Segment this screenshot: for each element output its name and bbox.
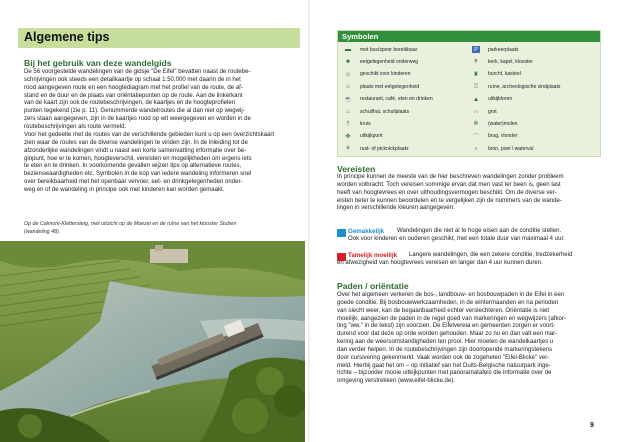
text-line: zien waar de routes van de diverse wandelingen te vinden zijn. In de inleiding tot de [24, 139, 248, 146]
text-line: door cursivering gekenmerkt. Vaak worden ook de zogeheten "Eifel-Blicke" ver- [337, 354, 550, 361]
section-heading-paden: Paden / oriëntatie [337, 281, 409, 291]
symbol-label: restaurant, café, eten en drinken [360, 96, 433, 103]
text-line: over bereikbaarheid met het openbaar vervoer, eet- en drinkgelegenheden onder- [24, 179, 243, 186]
symbol-label: schuilhut, schuilplaats [360, 108, 410, 115]
tower-icon: ▲ [472, 95, 480, 103]
easy-color-swatch [337, 229, 346, 237]
difficulty-medium-text-1: Langere wandelingen, die een zekere conditie, tredzekerheid [409, 252, 573, 258]
text-line: eisten beter te kunnen beoordelen en te vergelijken zijn de nummers van de wande- [337, 197, 562, 204]
mill-icon: ✲ [473, 120, 479, 128]
castle-icon: ♜ [473, 70, 479, 78]
church-icon: ✝ [473, 58, 479, 66]
text-line: durend voor dat deze op orde worden gehouden. Maar zo nu en dan valt een mar- [337, 331, 558, 338]
text-line: routebeschrijvingen als route vermeld. [24, 123, 127, 130]
bus-icon: ▬ [344, 46, 352, 53]
symbol-label: brug, vlonder [488, 133, 518, 140]
symbol-legend-item [472, 144, 533, 153]
text-line: Voor het gedeelte met de routes van de verschillende gebieden kunt u op een overzichtskaart [24, 132, 275, 138]
text-line: richte – bijzonder mooie uitkijkpunten met panoramatafels die informatie over de [337, 370, 552, 377]
text-line: afzonderlijke wandelingen vindt u naast een korte samenvatting informatie over be- [24, 147, 247, 154]
section-heading-vereisten: Vereisten [337, 164, 376, 174]
symbol-legend-item [344, 107, 409, 116]
text-line: schrijvingen ook steeds een detailkaartje op schaal 1:50.000 met daarin de in het [24, 76, 241, 83]
symbol-legend-item [344, 45, 417, 54]
difficulty-easy-text-2: Ook voor kinderen en ouderen geschikt, met een totale duur van maximaal 4 uur. [348, 236, 565, 242]
paragraph-vereisten [337, 174, 601, 213]
text-line: te eten en te drinken. In voorkomende gevallen wijzen tips op alternatieve routes, [24, 163, 242, 170]
restaurant-icon: ♣ [345, 58, 351, 66]
symbol-label: rust- of picknickplaats [360, 145, 409, 152]
symbol-label: uitkijktoren [488, 96, 513, 103]
symbol-legend-item [344, 132, 382, 141]
symbol-legend-item [472, 132, 517, 141]
difficulty-medium-text-2: en afwezigheid van hoogtevrees vereisen en langer dan 4 uur kunnen duren. [337, 260, 543, 266]
symbol-label: ruïne, archeologische vindplaats [488, 83, 561, 90]
text-line: moeilijk, aangezien de paden in de regel goed van markeringen en wegwijzers (afkor- [337, 315, 566, 322]
bridge-icon: ⌒ [472, 133, 480, 141]
text-line: kering aan de weersomstandigheden ten prooi. Hier moeten de wandelkaartjes u [337, 339, 554, 346]
text-line: stand en de duur en de plaats van oriëntatiepunten op de route. Aan de linkerkant [24, 92, 243, 99]
text-line: van slecht weer, kan de begaanbaarheid echter verslechteren. Oriëntatie is niet [337, 307, 550, 314]
symbols-legend [337, 30, 601, 157]
text-line: In principe kunnen de meeste van de hier beschreven wandelingen zonder probleem [337, 174, 564, 180]
text-line: Over het algemeen verkeren de bos-, landbouw- en bosbouwpaden in de Eifel in een [337, 292, 565, 298]
cafe-icon: ☕ [344, 96, 352, 104]
text-line: heeft van hoogtevrees en over uithoudingsvermogen beschikt. Om de diverse ver- [337, 189, 557, 196]
page-number: 9 [590, 422, 594, 429]
text-line: lingen in verschillende kleuren aangegeven: [337, 205, 455, 212]
symbol-label: grot [488, 108, 497, 115]
symbol-label: kruis [360, 120, 371, 127]
difficulty-easy-label: Gemakkelijk [348, 228, 385, 235]
difficulty-medium-label: Tamelijk moeilijk [348, 252, 398, 259]
text-line: punten tegekend (zie p. 11). Genummerde wandelroutes die al dan niet op wegwij- [24, 108, 245, 115]
symbol-label: burcht, kasteel [488, 71, 521, 78]
child-icon: ☺ [344, 70, 352, 78]
text-line: weg en of de wandeling in principe ook met kinderen kan worden gemaakt. [24, 186, 225, 193]
symbol-legend-item [472, 70, 521, 79]
photo-caption [24, 221, 296, 236]
symbol-label: uitkijkpunt [360, 133, 383, 140]
symbol-label: met bus/spoor bereikbaar [360, 46, 418, 53]
symbol-label: bron, poel / waterval [488, 145, 534, 152]
symbol-legend-item [472, 107, 497, 116]
text-line: omgeving verstrekken (www.eifel-blicke.de). [337, 378, 455, 385]
text-line: ginpunt, hoe er te komen, hoogteverschil, vereisten en mogelijkheden om ergens iets [24, 155, 252, 162]
section-heading-usage: Bij het gebruik van deze wandelgids [24, 58, 172, 68]
shelter-icon: ⌂ [346, 108, 350, 115]
symbol-legend-item [344, 144, 409, 153]
paragraph-usage [24, 69, 300, 132]
spring-icon: ♁ [473, 145, 479, 153]
moselle-valley-photo [0, 241, 305, 442]
cross-icon: † [346, 120, 350, 128]
symbol-legend-item [344, 70, 411, 79]
text-line: ting "ww." in de tekst) zijn voorzien. De Eifelvereia en gemeenten zorgen er voort- [337, 323, 556, 330]
parking-icon: P [472, 46, 480, 53]
text-line: zers staan aangegeven, zijn in de kaartjes rood op wit weergegeven en worden in de [24, 116, 251, 123]
caption-line: (wandeling 48). [24, 228, 61, 235]
symbol-label: geschikt voor kinderen [360, 71, 411, 78]
text-line: dan verder helpen. In de routebeschrijvingen zijn doorlopende markeringstekens [337, 346, 553, 353]
text-line: worden volbracht. Toch vereisen sommige ervan dat men vast ter been is, geen last [337, 181, 561, 188]
viewpoint-icon: ✥ [345, 132, 351, 140]
text-line: meld. Hierbij gaat het om – op initiatief van het Duits-Belgische natuurpark inge- [337, 362, 551, 369]
page-title: Algemene tips [24, 30, 110, 44]
symbol-label: plaats met eetgelegenheid [360, 83, 420, 90]
symbol-label: kerk, kapel, klooster [488, 58, 533, 65]
symbol-legend-item [344, 57, 418, 66]
difficulty-easy-text-1: Wandelingen die niet al te hoge eisen aan de conditie stellen. [397, 228, 562, 234]
symbol-legend-item [472, 95, 512, 104]
text-line: De 56 voorgestelde wandelingen van de gidsje "De Eifel" bevatten naast de routebe- [24, 69, 251, 75]
symbol-legend-item [472, 119, 517, 128]
paragraph-paden [337, 292, 601, 386]
symbol-label: eetgelegenheid onderweg [360, 58, 419, 65]
symbol-legend-item [344, 119, 371, 128]
symbol-legend-item [344, 95, 433, 104]
symbol-label: parkeerplaats [488, 46, 519, 53]
eatery-start-icon: ♨ [345, 83, 351, 91]
symbols-title: Symbolen [342, 32, 379, 41]
symbol-label: (water)molen [488, 120, 518, 127]
text-line: goede conditie. Bij bosbouwwerkzaamheden, in de wintermaanden en na perioden [337, 299, 559, 306]
text-line: van de kaart zijn ook de routebeschrijvingen, de kaartjes en de hoogteprofielen [24, 100, 236, 107]
text-line: rood aangegeven route en een hoogtediagram met het profiel van de route, de af- [24, 84, 243, 91]
symbol-legend-item [344, 82, 419, 91]
paragraph-routes [24, 132, 300, 195]
ruin-icon: ♖ [473, 83, 479, 91]
symbol-legend-item [472, 82, 560, 91]
picnic-icon: ⚘ [345, 145, 351, 153]
symbols-header [338, 31, 600, 42]
text-line: bezienswaardigheden etc. Symbolen in de kop van iedere wandeling informeren snel [24, 171, 252, 178]
symbol-legend-item [472, 45, 519, 54]
symbol-legend-item [472, 57, 533, 66]
caption-line: Op de Calmont-Klettersteig, met uitzicht op de Moezel en de ruïne van het klooster Stuben [24, 221, 237, 227]
cave-icon: ∩ [473, 108, 479, 115]
